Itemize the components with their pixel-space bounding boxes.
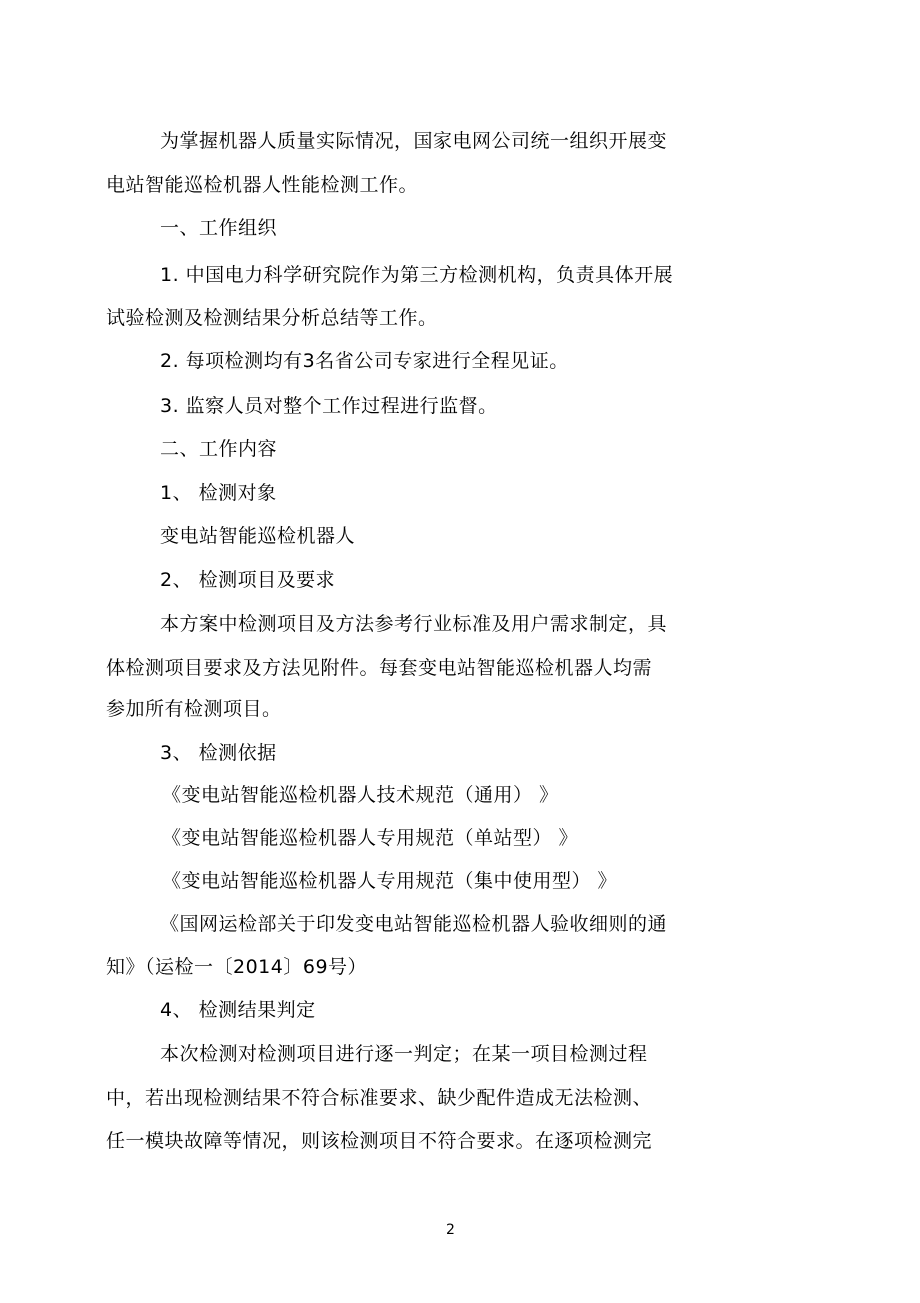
reference-line-3: 《变电站智能巡检机器人专用规范（集中使用型） 》 (162, 870, 618, 892)
text-line-23: 中，若出现检测结果不符合标准要求、缺少配件造成无法检测、 (106, 1087, 653, 1109)
text-line-1: 为掌握机器人质量实际情况，国家电网公司统一组织开展变 (160, 130, 668, 152)
reference-line-4: 《国网运检部关于印发变电站智能巡检机器人验收细则的通 (160, 913, 668, 935)
subheading-1: 1、 检测对象 (160, 482, 277, 504)
section-heading-1: 一、工作组织 (160, 217, 278, 239)
text-line-10: 变电站智能巡检机器人 (160, 525, 356, 547)
text-line-13: 体检测项目要求及方法见附件。每套变电站智能巡检机器人均需 (106, 657, 653, 679)
text-line-12: 本方案中检测项目及方法参考行业标准及用户需求制定，具 (160, 613, 668, 635)
text-line-4: 1. 中国电力科学研究院作为第三方检测机构，负责具体开展 (160, 264, 674, 286)
page-number: 2 (446, 1222, 455, 1238)
text-line-7: 3. 监察人员对整个工作过程进行监督。 (160, 395, 498, 417)
subheading-3: 3、 检测依据 (160, 742, 277, 764)
subheading-2: 2、 检测项目及要求 (160, 569, 336, 591)
reference-line-5: 知》（运检一〔2014〕69号） (106, 956, 368, 978)
text-line-22: 本次检测对检测项目进行逐一判定；在某一项目检测过程 (160, 1043, 648, 1065)
text-line-6: 2. 每项检测均有3名省公司专家进行全程见证。 (160, 350, 569, 372)
text-line-5: 试验检测及检测结果分析总结等工作。 (106, 307, 438, 329)
text-line-14: 参加所有检测项目。 (106, 698, 282, 720)
text-line-2: 电站智能巡检机器人性能检测工作。 (106, 174, 419, 196)
reference-line-1: 《变电站智能巡检机器人技术规范（通用） 》 (162, 784, 559, 806)
reference-line-2: 《变电站智能巡检机器人专用规范（单站型） 》 (162, 827, 579, 849)
subheading-4: 4、 检测结果判定 (160, 999, 316, 1021)
text-line-24: 任一模块故障等情况，则该检测项目不符合要求。在逐项检测完 (106, 1130, 653, 1152)
section-heading-2: 二、工作内容 (160, 438, 278, 460)
